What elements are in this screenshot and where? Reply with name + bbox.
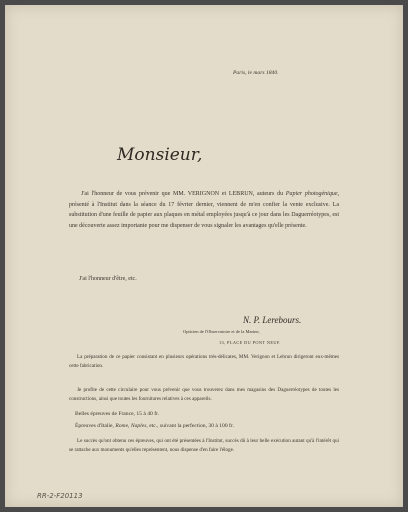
paragraph-italic-term: Papier photogénique (285, 191, 338, 197)
signer-title: Opticien de l'Observatoire et de la Marine, (183, 329, 260, 334)
price-text: , etc., suivant la perfection, 30 à 100 fr. (146, 423, 234, 429)
signer-address: 13, PLACE DU PONT NEUF. (219, 340, 281, 345)
price-line: Belles épreuves de France, 15 à 40 fr. (75, 411, 160, 417)
archive-mark: RR-2-F20113 (37, 492, 83, 500)
letter-page (5, 5, 403, 507)
note-paragraph: La préparation de ce papier consistant en plusieurs opérations très-délicates, MM. Verignon et Lebrun dirigeront eux-mêmes cette fabrication. (69, 354, 339, 369)
price-text: Épreuves d'Italie, (75, 423, 116, 429)
signature: N. P. Lerebours. (243, 315, 302, 325)
price-italic-cities: Rome, Naples (115, 423, 147, 429)
salutation: Monsieur, (117, 145, 203, 165)
paragraph-text: , présenté à l'Institut dans la séance du 17 février dernier, viennent de m'en confier la vente exclusive. La substitution d'une feuille de papier aux plaques en métal employées jusqu'à ce jour dans les Daguerréotypes, est une découverte assez importante pour me dispenser de vous signaler les avantages qu'elle présente. (69, 191, 339, 229)
letter-date: Paris, le mars 1840. (233, 70, 279, 76)
paragraph-text: J'ai l'honneur de vous prévenir que MM. VERIGNON et LEBRUN, auteurs du (81, 191, 286, 197)
closing-line: J'ai l'honneur d'être, etc. (79, 276, 137, 282)
note-paragraph: Le succès qu'ont obtenu ces épreuves, qui ont été présentées à l'Institut, succès dû à leur belle exécution autant qu'à l'intérêt qui se rattache aux monuments qu'elles représentent, nous dispense d'en faire l'éloge. (69, 438, 339, 453)
letter-paragraph (69, 189, 339, 231)
price-line (75, 423, 234, 429)
note-paragraph: Je profite de cette circulaire pour vous prévenir que vous trouverez dans mes magasins des Daguerréotypes de toutes les constructions, ainsi que toutes les fournitures relatives à ces appareils. (69, 387, 339, 402)
